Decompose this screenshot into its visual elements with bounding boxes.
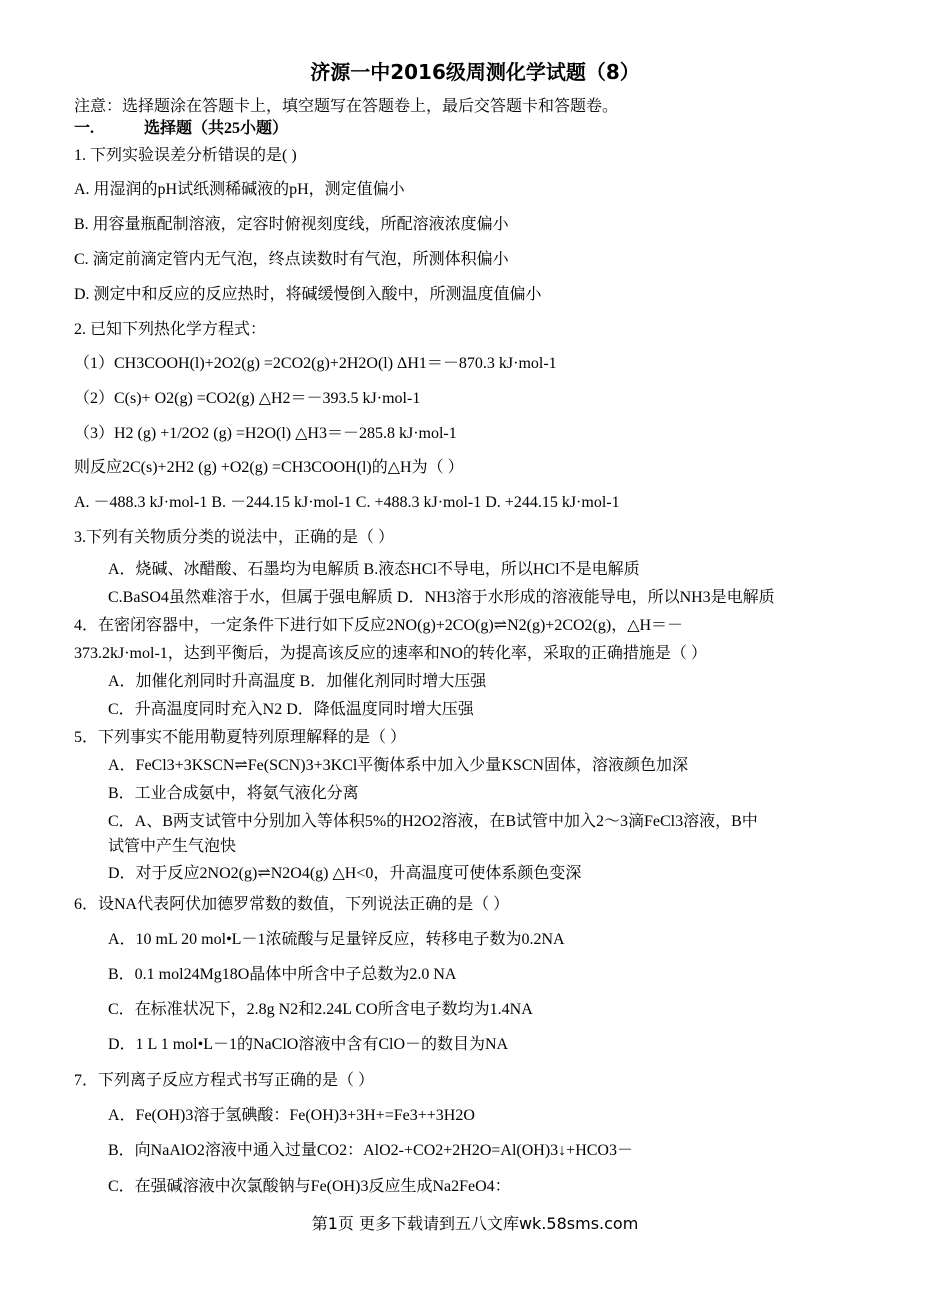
page-footer: 第1页 更多下载请到五八文库wk.58sms.com: [311, 1214, 639, 1233]
q7-option-b: B．向NaAlO2溶液中通入过量CO2：AlO2-+CO2+2H2O=Al(OH)3↓+HCO3－: [108, 1142, 633, 1159]
section-heading: [74, 119, 288, 139]
q2-stem: 2. 已知下列热化学方程式：: [74, 321, 267, 338]
section-label: 选择题（共25小题）: [144, 120, 289, 137]
q3-options-cd: C.BaSO4虽然难溶于水，但属于强电解质 D．NH3溶于水形成的溶液能导电，所以NH3是电解质: [108, 589, 775, 606]
q1-stem: 1. 下列实验误差分析错误的是( ): [74, 147, 297, 164]
q4-stem-line2: 373.2kJ·mol-1，达到平衡后，为提高该反应的速率和NO的转化率，采取的正确措施是（ ）: [74, 645, 707, 662]
q5-option-d: D．对于反应2NO2(g)⇌N2O4(g) △H<0，升高温度可使体系颜色变深: [108, 865, 582, 882]
q5-option-c-line2: 试管中产生气泡快: [108, 838, 237, 855]
q7-stem: 7．下列离子反应方程式书写正确的是（ ）: [74, 1072, 375, 1089]
q5-option-c-line1: C．A、B两支试管中分别加入等体积5%的H2O2溶液，在B试管中加入2～3滴FeCl3溶液，B中: [108, 813, 758, 830]
q6-option-d: D．1 L 1 mol•L－1的NaClO溶液中含有ClO－的数目为NA: [108, 1036, 509, 1053]
q6-stem: 6．设NA代表阿伏加德罗常数的数值，下列说法正确的是（ ）: [74, 896, 510, 913]
q1-option-b: B. 用容量瓶配制溶液，定容时俯视刻度线，所配溶液浓度偏小: [74, 216, 509, 233]
q7-option-c: C．在强碱溶液中次氯酸钠与Fe(OH)3反应生成Na2FeO4：: [108, 1178, 511, 1195]
q2-options: A. －488.3 kJ·mol-1 B. －244.15 kJ·mol-1 C. +488.3 kJ·mol-1 D. +244.15 kJ·mol-1: [74, 494, 620, 511]
q2-equation-1: （1）CH3COOH(l)+2O2(g) =2CO2(g)+2H2O(l) ΔH1＝－870.3 kJ·mol-1: [74, 355, 557, 372]
q4-options-cd: C．升高温度同时充入N2 D．降低温度同时增大压强: [108, 701, 474, 718]
q7-option-a: A．Fe(OH)3溶于氢碘酸：Fe(OH)3+3H+=Fe3++3H2O: [108, 1107, 475, 1124]
q1-option-c: C. 滴定前滴定管内无气泡，终点读数时有气泡，所测体积偏小: [74, 251, 509, 268]
q3-options-ab: A．烧碱、冰醋酸、石墨均为电解质 B.液态HCl不导电，所以HCl不是电解质: [108, 561, 640, 578]
q5-option-a: A．FeCl3+3KSCN⇌Fe(SCN)3+3KCl平衡体系中加入少量KSCN固体，溶液颜色加深: [108, 757, 688, 774]
q4-stem-line1: 4．在密闭容器中，一定条件下进行如下反应2NO(g)+2CO(g)⇌N2(g)+2CO2(g)，△H＝－: [74, 617, 684, 634]
q1-option-d: D. 测定中和反应的反应热时，将碱缓慢倒入酸中，所测温度值偏小: [74, 286, 542, 303]
q2-equation-2: （2）C(s)+ O2(g) =CO2(g) △H2＝－393.5 kJ·mol-1: [74, 390, 421, 407]
q2-question: 则反应2C(s)+2H2 (g) +O2(g) =CH3COOH(l)的△H为（ ）: [74, 459, 464, 476]
q2-equation-3: （3）H2 (g) +1/2O2 (g) =H2O(l) △H3＝－285.8 kJ·mol-1: [74, 425, 457, 442]
q6-option-c: C．在标准状况下，2.8g N2和2.24L CO所含电子数均为1.4NA: [108, 1001, 533, 1018]
q5-stem: 5．下列事实不能用勒夏特列原理解释的是（ ）: [74, 729, 407, 746]
notice: 注意：选择题涂在答题卡上，填空题写在答题卷上，最后交答题卡和答题卷。: [74, 98, 619, 115]
q4-options-ab: A．加催化剂同时升高温度 B．加催化剂同时增大压强: [108, 673, 487, 690]
q1-option-a: A. 用湿润的pH试纸测稀碱液的pH，测定值偏小: [74, 181, 405, 198]
q6-option-b: B．0.1 mol24Mg18O晶体中所含中子总数为2.0 NA: [108, 966, 457, 983]
q6-option-a: A．10 mL 20 mol•L－1浓硫酸与足量锌反应，转移电子数为0.2NA: [108, 931, 565, 948]
q5-option-b: B．工业合成氨中，将氨气液化分离: [108, 785, 359, 802]
section-number: 一.: [74, 120, 95, 137]
q3-stem: 3.下列有关物质分类的说法中，正确的是（ ）: [74, 529, 395, 546]
page-title: 济源一中2016级周测化学试题（8）: [310, 60, 640, 84]
